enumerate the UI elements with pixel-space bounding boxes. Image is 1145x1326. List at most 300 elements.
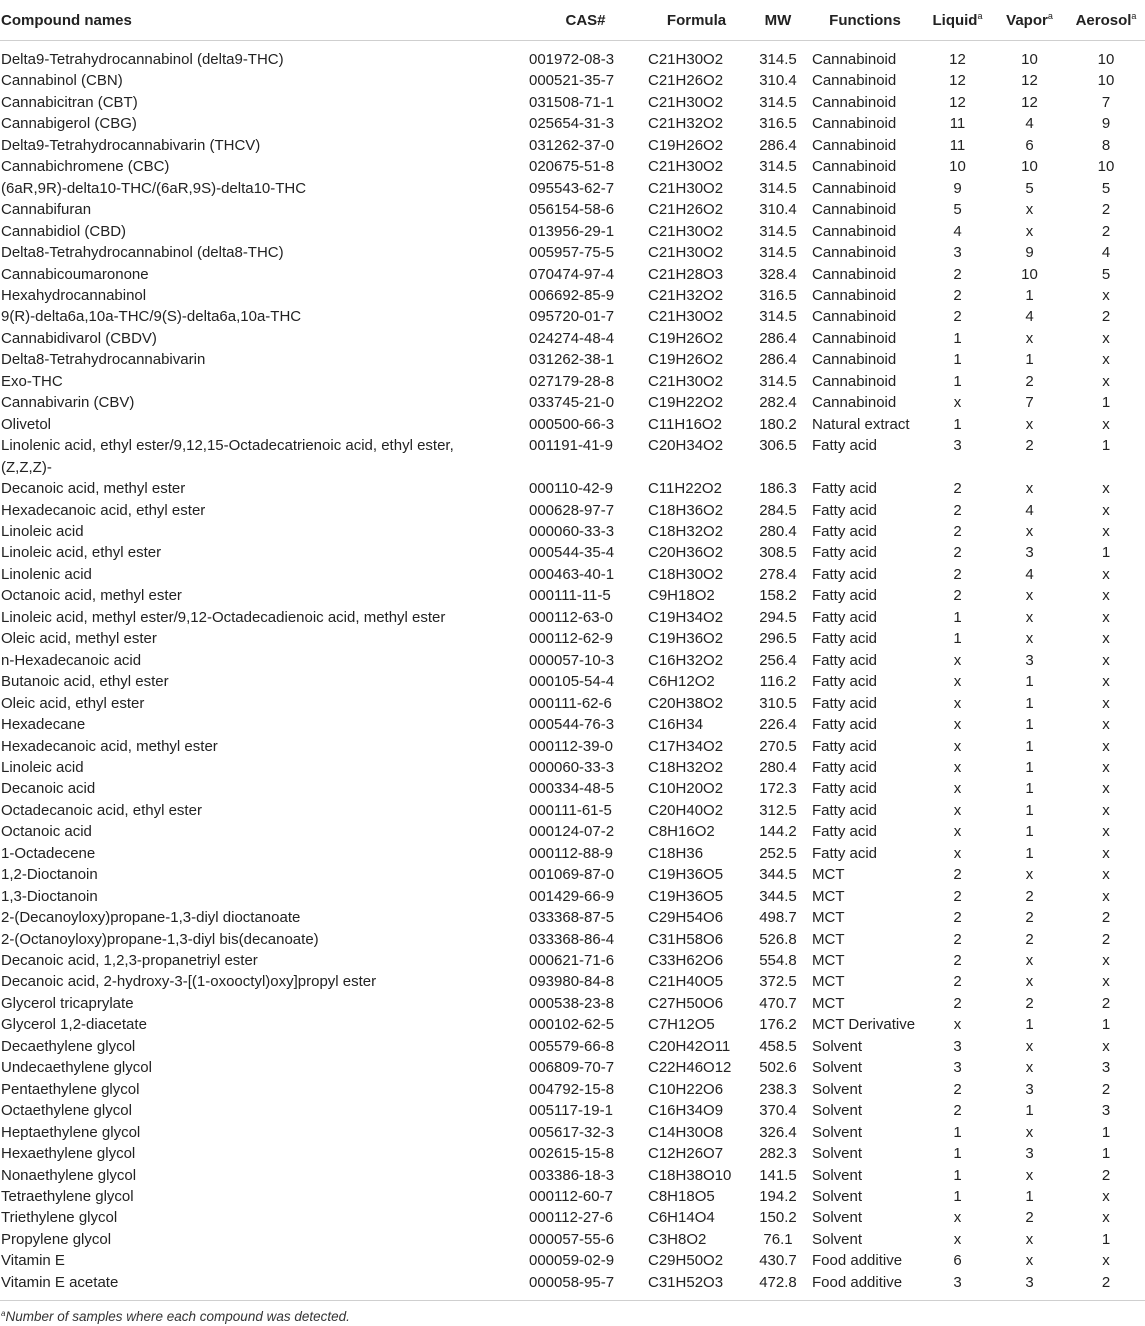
mw-cell: 256.4 [759, 651, 797, 669]
mw-cell: 226.4 [759, 716, 797, 734]
liquid-count-cell: x [953, 1209, 962, 1227]
liquid-count-cell: 2 [953, 308, 962, 326]
formula-cell: C16H34O9 [648, 1102, 724, 1120]
formula-cell: C29H50O2 [648, 1252, 724, 1270]
mw-cell: 270.5 [759, 737, 797, 755]
compound-name-cell: Pentaethylene glycol [1, 1080, 140, 1098]
liquid-count-cell: 2 [953, 544, 962, 562]
liquid-count-cell: x [953, 844, 962, 862]
compound-name-cell: Tetraethylene glycol [1, 1188, 134, 1206]
function-cell: Cannabinoid [812, 179, 897, 197]
liquid-count-cell: x [953, 823, 962, 841]
liquid-count-cell: 1 [953, 415, 962, 433]
table-row [0, 306, 1145, 327]
vapor-count-cell: 6 [1025, 136, 1034, 154]
aerosol-count-cell: x [1102, 673, 1110, 691]
table-row [0, 41, 1145, 71]
formula-cell: C20H40O2 [648, 801, 724, 819]
mw-cell: 116.2 [759, 673, 797, 691]
vapor-count-cell: 1 [1025, 286, 1034, 304]
compound-name-cell: Decaethylene glycol [1, 1037, 136, 1055]
liquid-count-cell: x [953, 737, 962, 755]
cas-cell: 000112-27-6 [529, 1209, 613, 1227]
function-cell: MCT [812, 887, 845, 905]
cas-cell: 031262-37-0 [529, 136, 615, 154]
vapor-count-cell: x [1025, 1037, 1034, 1055]
aerosol-count-cell: x [1102, 351, 1110, 369]
aerosol-count-cell: 9 [1101, 115, 1111, 133]
table-row [0, 392, 1145, 413]
liquid-count-cell: 2 [953, 994, 962, 1012]
compound-name-cell: Exo-THC [1, 372, 63, 390]
aerosol-count-cell: 1 [1101, 1123, 1111, 1141]
aerosol-count-cell: x [1102, 737, 1110, 755]
formula-cell: C18H36 [648, 844, 704, 862]
header-functions: Functions [807, 4, 923, 41]
aerosol-count-cell: 5 [1101, 179, 1111, 197]
vapor-count-cell: 1 [1025, 758, 1034, 776]
aerosol-count-cell: 1 [1101, 1016, 1111, 1034]
compound-name-cell: Octadecanoic acid, ethyl ester [1, 801, 202, 819]
liquid-count-cell: 3 [953, 244, 962, 262]
aerosol-count-cell: 2 [1101, 201, 1111, 219]
table-row [0, 714, 1145, 735]
mw-cell: 312.5 [759, 801, 797, 819]
cas-cell: 024274-48-4 [529, 329, 615, 347]
cas-cell: 005617-32-3 [529, 1123, 615, 1141]
aerosol-count-cell: x [1102, 694, 1110, 712]
table-row [0, 221, 1145, 242]
mw-cell: 470.7 [759, 994, 797, 1012]
compound-name-cell: Delta9-Tetrahydrocannabinol (delta9-THC) [1, 51, 284, 68]
compound-name-cell: Heptaethylene glycol [1, 1123, 141, 1141]
compound-name-cell: 2-(Decanoyloxy)propane-1,3-diyl dioctanoate [1, 909, 301, 927]
formula-cell: C18H32O2 [648, 522, 724, 540]
formula-cell: C9H18O2 [648, 587, 715, 605]
liquid-count-cell: 9 [953, 179, 962, 197]
mw-cell: 344.5 [759, 866, 797, 884]
mw-cell: 286.4 [759, 136, 797, 154]
table-row [0, 736, 1145, 757]
compound-name-cell: Linoleic acid [1, 522, 84, 540]
table-row [0, 1122, 1145, 1143]
aerosol-count-cell: x [1102, 716, 1110, 734]
liquid-count-cell: 12 [949, 72, 966, 90]
function-cell: Fatty acid [812, 780, 878, 798]
liquid-count-cell: 5 [953, 201, 962, 219]
cas-cell: 095720-01-7 [529, 308, 615, 326]
formula-cell: C12H26O7 [648, 1145, 724, 1163]
mw-cell: 141.5 [759, 1166, 797, 1184]
mw-cell: 314.5 [759, 222, 797, 240]
function-cell: MCT [812, 973, 845, 991]
compound-name-cell: Linoleic acid [1, 758, 84, 776]
function-cell: Fatty acid [812, 716, 878, 734]
table-row [0, 414, 1145, 435]
function-cell: Solvent [812, 1080, 863, 1098]
cas-cell: 000111-11-5 [529, 587, 611, 605]
table-row [0, 371, 1145, 392]
vapor-count-cell: x [1025, 522, 1034, 540]
aerosol-count-cell: x [1102, 1188, 1110, 1206]
table-row [0, 285, 1145, 306]
table-row [0, 864, 1145, 885]
function-cell: Cannabinoid [812, 72, 897, 90]
compound-name-cell: Oleic acid, methyl ester [1, 630, 157, 648]
aerosol-count-cell: x [1102, 1209, 1110, 1227]
vapor-count-cell: 3 [1025, 651, 1034, 669]
mw-cell: 310.5 [759, 694, 797, 712]
mw-cell: 430.7 [759, 1252, 797, 1270]
function-cell: Cannabinoid [812, 93, 897, 111]
compound-name-cell: Decanoic acid, methyl ester [1, 480, 186, 498]
compound-name-cell: Cannabidiol (CBD) [1, 222, 127, 240]
vapor-count-cell: x [1025, 1123, 1034, 1141]
compound-name-cell: Butanoic acid, ethyl ester [1, 673, 169, 691]
compound-name-cell: Delta9-Tetrahydrocannabivarin (THCV) [1, 136, 261, 154]
mw-cell: 498.7 [759, 909, 797, 927]
vapor-count-cell: 12 [1021, 93, 1038, 111]
table-row [0, 950, 1145, 971]
cas-cell: 003386-18-3 [529, 1166, 615, 1184]
compound-name-cell: Vitamin E [1, 1252, 65, 1270]
vapor-count-cell: 2 [1025, 909, 1034, 927]
formula-cell: C19H26O2 [648, 351, 724, 369]
compound-name-cell: 1,2-Dioctanoin [1, 866, 98, 884]
aerosol-count-cell: 3 [1101, 1059, 1111, 1077]
function-cell: Fatty acid [812, 694, 878, 712]
cas-cell: 000105-54-4 [529, 673, 615, 691]
mw-cell: 314.5 [759, 158, 797, 176]
aerosol-count-cell: x [1102, 887, 1110, 905]
formula-cell: C20H38O2 [648, 694, 724, 712]
formula-cell: C19H36O2 [648, 630, 724, 648]
liquid-count-cell: 1 [953, 1188, 962, 1206]
cas-cell: 000057-10-3 [529, 651, 615, 669]
compound-name-cell: Nonaethylene glycol [1, 1166, 137, 1184]
aerosol-count-cell: 2 [1101, 222, 1111, 240]
table-row [0, 585, 1145, 606]
mw-cell: 284.5 [759, 501, 797, 519]
cas-cell: 006692-85-9 [529, 286, 615, 304]
vapor-count-cell: 2 [1025, 437, 1034, 455]
function-cell: MCT [812, 866, 845, 884]
mw-cell: 280.4 [759, 522, 797, 540]
footnote-text: Number of samples where each compound was detected. [5, 1309, 350, 1325]
aerosol-count-cell: x [1102, 1037, 1110, 1055]
mw-cell: 314.5 [759, 93, 797, 111]
vapor-count-cell: x [1025, 1059, 1034, 1077]
vapor-count-cell: x [1025, 329, 1034, 347]
cas-cell: 093980-84-8 [529, 973, 615, 991]
mw-cell: 76.1 [763, 1230, 793, 1248]
aerosol-count-cell: 5 [1101, 265, 1111, 283]
formula-cell: C21H30O2 [648, 308, 724, 326]
function-cell: Fatty acid [812, 587, 878, 605]
vapor-count-cell: 4 [1025, 501, 1034, 519]
liquid-count-cell: 12 [949, 93, 966, 111]
function-cell: Cannabinoid [812, 394, 897, 412]
table-row [0, 1036, 1145, 1057]
function-cell: Fatty acid [812, 673, 878, 691]
table-row [0, 1014, 1145, 1035]
table-body [0, 41, 1145, 1301]
mw-cell: 314.5 [759, 372, 797, 390]
vapor-count-cell: 1 [1025, 1188, 1034, 1206]
formula-cell: C19H36O5 [648, 866, 724, 884]
function-cell: Cannabinoid [812, 244, 897, 262]
aerosol-count-cell: x [1102, 866, 1110, 884]
vapor-count-cell: x [1025, 952, 1034, 970]
aerosol-count-cell: x [1102, 952, 1110, 970]
aerosol-count-cell: 1 [1101, 1230, 1111, 1248]
liquid-count-cell: x [953, 801, 962, 819]
header-compound-names: Compound names [0, 4, 527, 41]
header-vapor: Vapor$^a$ [992, 4, 1067, 41]
function-cell: Cannabinoid [812, 158, 897, 176]
compound-name-cell: Glycerol 1,2-diacetate [1, 1016, 147, 1034]
function-cell: Cannabinoid [812, 136, 897, 154]
aerosol-count-cell: 1 [1101, 394, 1111, 412]
function-cell: Fatty acid [812, 758, 878, 776]
liquid-count-cell: 1 [953, 329, 962, 347]
vapor-count-cell: x [1025, 415, 1034, 433]
formula-cell: C8H18O5 [648, 1188, 715, 1206]
function-cell: Fatty acid [812, 522, 878, 540]
liquid-count-cell: 2 [953, 565, 962, 583]
formula-cell: C10H22O6 [648, 1080, 724, 1098]
table-row [0, 757, 1145, 778]
compound-name-cell: Cannabidivarol (CBDV) [1, 329, 157, 347]
aerosol-count-cell: x [1102, 587, 1110, 605]
mw-cell: 344.5 [759, 887, 797, 905]
aerosol-count-cell: x [1102, 329, 1110, 347]
mw-cell: 186.3 [759, 480, 797, 498]
liquid-count-cell: x [953, 716, 962, 734]
cas-cell: 000059-02-9 [529, 1252, 615, 1270]
compound-name-cell: Propylene glycol [1, 1230, 112, 1248]
liquid-count-cell: 4 [953, 222, 962, 240]
formula-cell: C3H8O2 [648, 1230, 707, 1248]
vapor-count-cell: x [1025, 587, 1034, 605]
liquid-count-cell: x [953, 651, 962, 669]
liquid-count-cell: 2 [953, 952, 962, 970]
mw-cell: 372.5 [759, 973, 797, 991]
footnote-marker: a [1047, 11, 1053, 21]
aerosol-count-cell: x [1102, 973, 1110, 991]
header-cas: CAS# [527, 4, 644, 41]
aerosol-count-cell: x [1102, 565, 1110, 583]
table-row [0, 1272, 1145, 1300]
mw-cell: 238.3 [759, 1080, 797, 1098]
function-cell: Fatty acid [812, 844, 878, 862]
formula-cell: C16H32O2 [648, 651, 724, 669]
aerosol-count-cell: x [1102, 780, 1110, 798]
mw-cell: 310.4 [759, 72, 797, 90]
table-row [0, 349, 1145, 370]
mw-cell: 306.5 [759, 437, 797, 455]
compound-name-cell: Hexadecane [1, 716, 86, 734]
table-header [0, 4, 1145, 41]
vapor-count-cell: 1 [1025, 823, 1034, 841]
vapor-count-cell: 1 [1025, 716, 1034, 734]
liquid-count-cell: 2 [953, 587, 962, 605]
table-row [0, 199, 1145, 220]
compound-name-cell: 9(R)-delta6a,10a-THC/9(S)-delta6a,10a-THC [1, 308, 302, 326]
aerosol-count-cell: x [1102, 630, 1110, 648]
compound-name-cell: Cannabigerol (CBG) [1, 115, 137, 133]
aerosol-count-cell: x [1102, 823, 1110, 841]
table-row [0, 1165, 1145, 1186]
mw-cell: 150.2 [759, 1209, 797, 1227]
vapor-count-cell: x [1025, 1166, 1034, 1184]
mw-cell: 326.4 [759, 1123, 797, 1141]
mw-cell: 316.5 [759, 286, 797, 304]
compound-name-cell: Decanoic acid [1, 780, 96, 798]
liquid-count-cell: 1 [953, 372, 962, 390]
aerosol-count-cell: x [1102, 480, 1110, 498]
cas-cell: 000110-42-9 [529, 480, 613, 498]
function-cell: Natural extract [812, 415, 910, 433]
liquid-count-cell: x [953, 694, 962, 712]
table-row [0, 1207, 1145, 1228]
aerosol-count-cell: x [1102, 801, 1110, 819]
aerosol-count-cell: x [1102, 1252, 1110, 1270]
formula-cell: C19H26O2 [648, 136, 724, 154]
compound-name-cell: Cannabicoumaronone [1, 265, 149, 283]
cas-cell: 000112-39-0 [529, 737, 613, 755]
formula-cell: C21H30O2 [648, 222, 724, 240]
aerosol-count-cell: 2 [1101, 994, 1111, 1012]
function-cell: Fatty acid [812, 801, 878, 819]
liquid-count-cell: x [953, 758, 962, 776]
cas-cell: 000621-71-6 [529, 952, 615, 970]
compound-name-cell: 1,3-Dioctanoin [1, 887, 98, 905]
compound-name-cell: Linolenic acid [1, 565, 92, 583]
function-cell: Fatty acid [812, 823, 878, 841]
aerosol-count-cell: 2 [1101, 1080, 1111, 1098]
cas-cell: 000124-07-2 [529, 823, 615, 841]
compound-name-cell: Delta8-Tetrahydrocannabivarin [1, 351, 206, 369]
vapor-count-cell: 5 [1025, 179, 1034, 197]
function-cell: MCT [812, 909, 845, 927]
vapor-count-cell: 1 [1025, 844, 1034, 862]
table-row [0, 564, 1145, 585]
compound-name-cell: Oleic acid, ethyl ester [1, 694, 145, 712]
formula-cell: C21H30O2 [648, 51, 724, 68]
compound-name-cell: (6aR,9R)-delta10-THC/(6aR,9S)-delta10-THC [1, 179, 307, 197]
vapor-count-cell: x [1025, 608, 1034, 626]
formula-cell: C21H40O5 [648, 973, 724, 991]
mw-cell: 294.5 [759, 608, 797, 626]
cas-cell: 020675-51-8 [529, 158, 615, 176]
function-cell: Solvent [812, 1166, 863, 1184]
table-row [0, 542, 1145, 563]
function-cell: Solvent [812, 1188, 863, 1206]
cas-cell: 033745-21-0 [529, 394, 615, 412]
aerosol-count-cell: 2 [1101, 1273, 1111, 1291]
mw-cell: 282.4 [759, 394, 797, 412]
cas-cell: 000544-76-3 [529, 716, 615, 734]
cas-cell: 000544-35-4 [529, 544, 615, 562]
cas-cell: 031262-38-1 [529, 351, 615, 369]
vapor-count-cell: 1 [1025, 1102, 1034, 1120]
function-cell: MCT [812, 930, 845, 948]
cas-cell: 000112-63-0 [529, 608, 613, 626]
vapor-count-cell: 2 [1025, 887, 1034, 905]
liquid-count-cell: x [953, 1230, 962, 1248]
formula-cell: C18H38O10 [648, 1166, 732, 1184]
compound-name-cell: Octaethylene glycol [1, 1102, 132, 1120]
cas-cell: 033368-87-5 [529, 909, 615, 927]
cas-cell: 070474-97-4 [529, 265, 615, 283]
table-row [0, 1250, 1145, 1271]
table-footnote [0, 1300, 1145, 1324]
table-row [0, 993, 1145, 1014]
cas-cell: 000463-40-1 [529, 565, 615, 583]
vapor-count-cell: 4 [1025, 308, 1034, 326]
vapor-count-cell: x [1025, 630, 1034, 648]
cas-cell: 033368-86-4 [529, 930, 615, 948]
formula-cell: C20H42O11 [648, 1037, 731, 1055]
vapor-count-cell: 3 [1025, 544, 1034, 562]
vapor-count-cell: 1 [1025, 351, 1034, 369]
cas-cell: 006809-70-7 [529, 1059, 615, 1077]
vapor-count-cell: 2 [1025, 994, 1034, 1012]
table-row [0, 886, 1145, 907]
liquid-count-cell: 10 [949, 158, 966, 176]
cas-cell: 000628-97-7 [529, 501, 615, 519]
compound-name-cell: Cannabivarin (CBV) [1, 394, 135, 412]
footnote-marker: a [977, 11, 983, 21]
vapor-count-cell: 2 [1025, 1209, 1034, 1227]
function-cell: Cannabinoid [812, 351, 897, 369]
liquid-count-cell: 2 [953, 930, 962, 948]
compound-name-cell: Hexahydrocannabinol [1, 286, 147, 304]
vapor-count-cell: 1 [1025, 737, 1034, 755]
mw-cell: 172.3 [759, 780, 797, 798]
compound-table [0, 4, 1145, 1300]
compound-name-cell: Cannabifuran [1, 201, 92, 219]
liquid-count-cell: 12 [949, 51, 966, 68]
vapor-count-cell: x [1025, 201, 1034, 219]
vapor-count-cell: 2 [1025, 372, 1034, 390]
liquid-count-cell: 2 [953, 866, 962, 884]
cas-cell: 005957-75-5 [529, 244, 615, 262]
liquid-count-cell: 1 [953, 1123, 962, 1141]
cas-cell: 031508-71-1 [529, 93, 615, 111]
liquid-count-cell: 2 [953, 522, 962, 540]
function-cell: Solvent [812, 1230, 863, 1248]
cas-cell: 000521-35-7 [529, 72, 615, 90]
function-cell: Fatty acid [812, 651, 878, 669]
aerosol-count-cell: x [1102, 522, 1110, 540]
vapor-count-cell: 4 [1025, 565, 1034, 583]
liquid-count-cell: x [953, 1016, 962, 1034]
aerosol-count-cell: x [1102, 286, 1110, 304]
table-row [0, 1229, 1145, 1250]
vapor-count-cell: 1 [1025, 1016, 1034, 1034]
compound-name-cell: n-Hexadecanoic acid [1, 651, 142, 669]
formula-cell: C10H20O2 [648, 780, 724, 798]
compound-name-cell: Linoleic acid, methyl ester/9,12-Octadecadienoic acid, methyl ester [1, 608, 446, 626]
compound-name-cell: Linoleic acid, ethyl ester [1, 544, 162, 562]
cas-cell: 001191-41-9 [529, 437, 613, 455]
compound-name-cell: 1-Octadecene [1, 844, 96, 862]
function-cell: Fatty acid [812, 630, 878, 648]
compound-name-cell: Octanoic acid, methyl ester [1, 587, 182, 605]
aerosol-count-cell: x [1102, 844, 1110, 862]
